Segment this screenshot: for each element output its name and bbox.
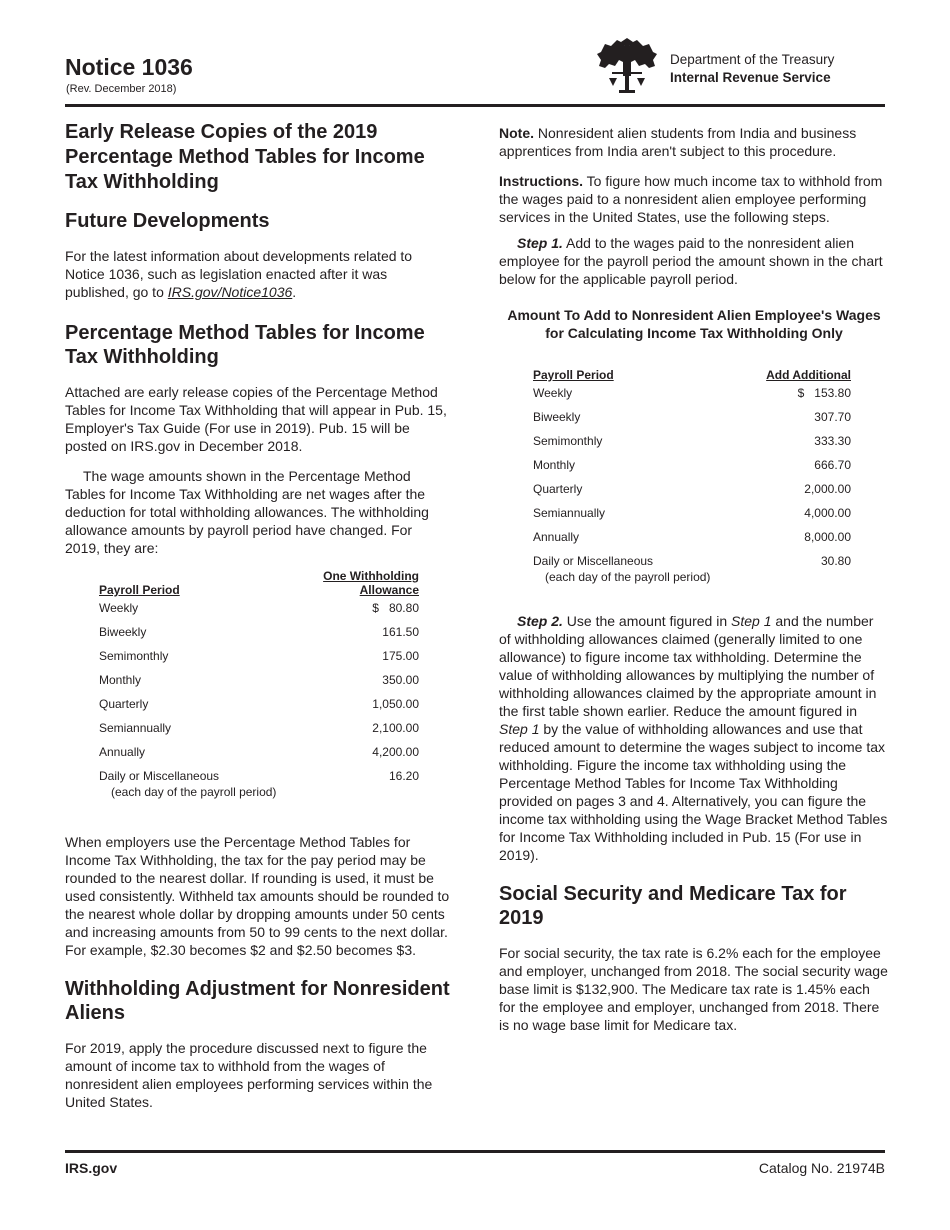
add-table-caption: Amount To Add to Nonresident Alien Employee's Wages for Calculating Income Tax Withholding Only <box>507 307 881 341</box>
table-row <box>99 721 419 745</box>
irs-eagle-logo-icon <box>595 38 659 96</box>
payroll-period-cell: Annually <box>99 745 146 759</box>
table-row <box>99 673 419 697</box>
amount-cell: 4,200.00 <box>372 745 419 759</box>
payroll-period-cell: Monthly <box>99 673 142 687</box>
withholding-adjustment-heading: Withholding Adjustment for Nonresident Aliens <box>65 978 450 1024</box>
table-row <box>99 649 419 673</box>
department-name: Department of the Treasury <box>670 52 835 67</box>
payroll-period-cell: Annually <box>533 530 580 544</box>
table-row <box>533 506 851 530</box>
header-rule <box>65 104 885 107</box>
table-row <box>99 625 419 649</box>
amount-cell: 2,100.00 <box>372 721 419 735</box>
withholding-adjustment-para: For 2019, apply the procedure discussed next to figure the amount of income tax to withhold from the wages of nonresident alien employees performing services within the United States. <box>65 1040 433 1110</box>
social-security-para: For social security, the tax rate is 6.2% each for the employee and employer, unchanged from 2018. The social security wage base limit is $132,900. The Medicare tax rate is 1.45% each for the employee and employer, unchanged from 2018. There is no wage base limit for Medicare tax. <box>499 945 888 1033</box>
revision-date: (Rev. December 2018) <box>66 83 177 95</box>
percentage-method-heading: Percentage Method Tables for Income Tax Withholding <box>65 322 425 368</box>
payroll-period-cell: Semiannually <box>99 721 172 735</box>
amount-cell: 333.30 <box>814 434 851 448</box>
allowance-header: One Withholding Allowance <box>323 569 419 597</box>
add-table-header <box>533 362 851 386</box>
instructions-para: Instructions. To figure how much income tax to withhold from the wages paid to a nonresident alien employee performing services in the United States, use the following steps. <box>499 173 883 225</box>
main-heading: Early Release Copies of the 2019 Percentage Method Tables for Income Tax Withholding <box>65 121 425 193</box>
table-row: Daily or Miscellaneous (each day of the payroll period) 30.80 <box>533 554 851 584</box>
allowance-table-header <box>99 569 419 601</box>
payroll-period-header: Payroll Period <box>99 583 180 597</box>
amount-cell: 175.00 <box>382 649 419 663</box>
step2-para: Step 2. Use the amount figured in Step 1 and the number of withholding allowances claimed (generally limited to one allowance) to figure income tax withholding. Determine the value of withholding allowances by multiplying the number of withholding allowances claimed by the appropriate amount in the first table shown earlier. Reduce the amount figured in Step 1 by the value of withholding allowances and use that reduced amount to determine the wages subject to income tax withholding. Figure the income tax withholding using the Percentage Method Tables for Income Tax Withholding provided on pages 3 and 4. Alternatively, you can figure the income tax withholding using the Wage Bracket Method Tables for Income Tax Withholding included in Pub. 15 (For use in 2019). <box>499 613 888 863</box>
table-row <box>533 410 851 434</box>
future-developments-text: For the latest information about developments related to Notice 1036, such as legislation enacted after it was published, go to IRS.gov/Notice1036. <box>65 248 413 300</box>
amount-cell: 350.00 <box>382 673 419 687</box>
amount-cell: 8,000.00 <box>804 530 851 544</box>
amount-cell: 666.70 <box>814 458 851 472</box>
add-additional-header: Add Additional <box>766 368 851 382</box>
allowance-table <box>99 569 419 809</box>
table-row <box>533 530 851 554</box>
agency-name: Internal Revenue Service <box>670 70 831 85</box>
table-row <box>99 601 419 625</box>
notice-title: Notice 1036 <box>65 54 193 80</box>
table-row <box>533 434 851 458</box>
payroll-period-cell: Biweekly <box>533 410 581 424</box>
table-row <box>533 386 851 410</box>
payroll-period-header: Payroll Period <box>533 368 614 382</box>
table-row: Daily or Miscellaneous (each day of the payroll period) 16.20 <box>99 769 419 799</box>
note-para: Note. Nonresident alien students from India and business apprentices from India aren't subject to this procedure. <box>499 125 857 159</box>
future-developments-heading: Future Developments <box>65 210 270 232</box>
amount-cell: 2,000.00 <box>804 482 851 496</box>
social-security-heading: Social Security and Medicare Tax for 2019 <box>499 883 847 929</box>
payroll-period-cell: Monthly <box>533 458 576 472</box>
step1-para: Step 1. Add to the wages paid to the nonresident alien employee for the payroll period the amount shown in the chart below for the applicable payroll period. <box>499 235 883 287</box>
payroll-period-cell: Semimonthly <box>99 649 169 663</box>
nonresident-add-table <box>533 362 851 594</box>
amount-cell: $ 80.80 <box>372 601 419 615</box>
amount-cell: 307.70 <box>814 410 851 424</box>
payroll-period-cell: Semimonthly <box>533 434 603 448</box>
footer-site: IRS.gov <box>65 1160 118 1176</box>
footer-catalog: Catalog No. 21974B <box>758 1160 885 1176</box>
payroll-period-cell: Weekly <box>99 601 139 615</box>
payroll-period-cell: Weekly <box>533 386 573 400</box>
notice-1036-link[interactable]: IRS.gov/Notice1036 <box>167 284 293 300</box>
right-column <box>499 124 889 1046</box>
table-row <box>99 697 419 721</box>
amount-cell: 4,000.00 <box>804 506 851 520</box>
rounding-para: When employers use the Percentage Method Tables for Income Tax Withholding, the tax for the pay period may be rounded to the nearest dollar. If rounding is used, it must be used consistently. Withheld tax amounts should be rounded to the nearest whole dollar by dropping amounts under 50 cents and increasing amounts from 50 to 99 cents to the next dollar. For example, $2.30 becomes $2 and $2.50 becomes $3. <box>65 834 450 958</box>
payroll-period-cell: Quarterly <box>533 482 583 496</box>
left-column <box>65 120 450 1123</box>
table-row <box>533 482 851 506</box>
footer-rule <box>65 1150 885 1153</box>
amount-cell: 1,050.00 <box>372 697 419 711</box>
percentage-method-para2: The wage amounts shown in the Percentage Method Tables for Income Tax Withholding are net wages after the deduction for total withholding allowances. The withholding allowance amounts by payroll period have changed. For 2019, they are: <box>65 468 429 556</box>
payroll-period-cell: Quarterly <box>99 697 149 711</box>
payroll-period-cell: Biweekly <box>99 625 147 639</box>
payroll-period-cell: Semiannually <box>533 506 606 520</box>
table-row <box>533 458 851 482</box>
amount-cell: 161.50 <box>382 625 419 639</box>
amount-cell: $ 153.80 <box>797 386 851 400</box>
table-row <box>99 745 419 769</box>
percentage-method-para1: Attached are early release copies of the Percentage Method Tables for Income Tax Withholding that will appear in Pub. 15, Employer's Tax Guide (For use in 2019). Pub. 15 will be posted on IRS.gov in December 2018. <box>65 384 447 454</box>
